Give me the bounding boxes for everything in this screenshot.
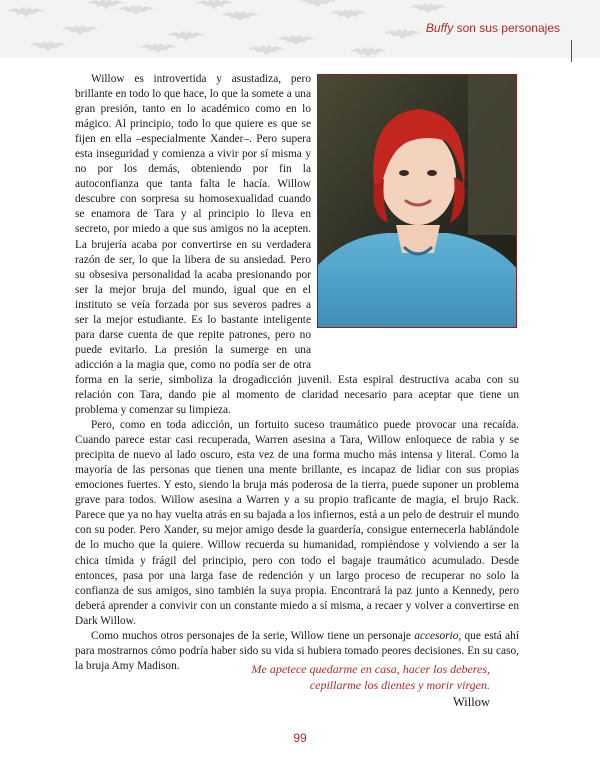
paragraph-3-italic: accesorio [414, 629, 459, 642]
corner-rule [571, 40, 572, 62]
paragraph-3-end: , que está ahí para mostrarnos cómo podría haber sido su vida si hubiera tomado peores decisiones. En su caso, la bruja Amy Madison. [75, 629, 519, 672]
running-head [426, 21, 560, 35]
photo-wrap-spacer [311, 72, 519, 362]
running-head-italic: Buffy [425, 21, 454, 35]
page-number: 99 [293, 731, 307, 745]
quote-line-2: cepillarme los dientes y morir virgen. [309, 678, 490, 692]
article-body [75, 72, 519, 674]
header-bat-pattern [0, 0, 600, 58]
paragraph-1: Willow es introvertida y asustadiza, pero brillante en todo lo que hace, lo que la somete a una gran presión, tanto en lo académico como en lo mágico. Al principio, todo lo que quiere es que se fijen en ella –especialmente Xander–. Pero supera esta inseguridad y comienza a vivir por sí misma y no por los demás, obteniendo por fin la autoconfianza que tanta falta le hacía. Willow descubre con sorpresa su homosexualidad cuando se enamora de Tara y al principio lo lleva en secreto, por miedo a que sus amigos no la acepten. La brujería acaba por convertirse en su verdadera razón de ser, lo que la libera de su ansiedad. Pero su obsesiva personalidad la acaba presionando por ser la mejor bruja del mundo, igual que en el instituto se veía forzada por sus severos padres a ser la mejor estudiante. Es lo bastante inteligente para darse cuenta de que repite patrones, pero no puede evitarlo. La presión la sumerge en una adicción a la magia que, como no podía ser de otra forma en la serie, simboliza la drogadicción juvenil. Esta espiral destructiva acaba con su relación con Tara, dando pie al momento de claridad necesario para aceptar que tiene un problema y comenzar su limpieza. [75, 73, 519, 417]
paragraph-3-start: Como muchos otros personajes de la serie, Willow tiene un personaje [91, 629, 415, 642]
quote-line-1: Me apetece quedarme en casa, hacer los deberes, [251, 662, 490, 676]
paragraph-2: Pero, como en toda adicción, un fortuito suceso traumático puede provocar una recaída. Cuando parece estar casi recuperada, Warren asesina a Tara, Willow enloquece de rabia y se precipita de nuevo al lado oscuro, esta vez de una forma mucho más intensa y literal. Como la mayoría de las personas que tienen una mente brillante, es incapaz de lidiar con sus propias emociones fuertes. Y esto, siendo la bruja más poderosa de la tierra, puede suponer un problema grave para todos. Willow asesina a Warren y a su propio traficante de magia, el brujo Rack. Parece que ya no hay vuelta atrás en su bajada a los infiernos, está a un pelo de destruir el mundo con su poder. Pero Xander, su mejor amigo desde la guardería, consigue enternecerla hablándole de lo mucho que la quiere. Willow recuerda su humanidad, rompiéndose y volviendo a ser la chica tímida y frágil del principio, pero con todo el bagaje traumático acumulado. Desde entonces, pasa por una larga fase de redención y un largo proceso de recuperar no solo la confianza de sus amigos, sino también la suya propia. Encontrará la paz junto a Kennedy, pero deberá aprender a convivir con un constante miedo a sí misma, a recaer y volver a convertirse en Dark Willow. [75, 419, 519, 627]
pull-quote [170, 661, 490, 710]
running-head-rest: son sus personajes [453, 21, 560, 35]
quote-author: Willow [453, 695, 490, 709]
